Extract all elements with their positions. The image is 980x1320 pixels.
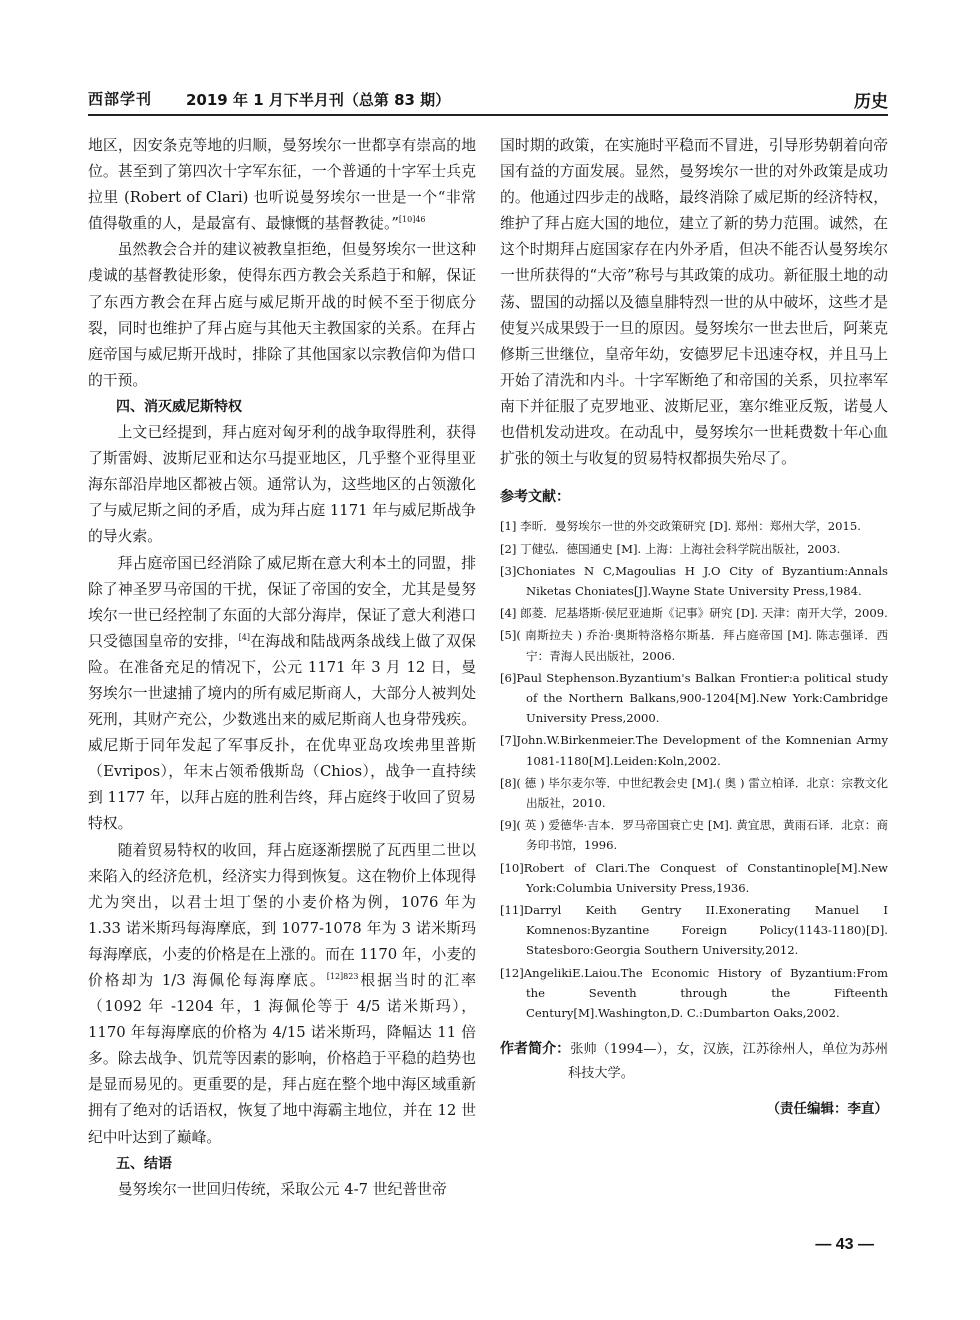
- author-bio-label: 作者简介：: [500, 1041, 571, 1058]
- header-rule: [88, 114, 888, 116]
- author-bio-text: 张帅（1994—），女，汉族，江苏徐州人，单位为苏州科技大学。: [568, 1042, 889, 1082]
- left-column: [88, 133, 476, 1203]
- citation: [10]46: [398, 215, 426, 225]
- journal-name: 西部学刊: [88, 90, 153, 108]
- responsible-editor: （责任编辑：李直）: [766, 1101, 888, 1118]
- citation: [12]823: [326, 972, 359, 982]
- paragraph-text: 地区，因安条克等地的归顺，曼努埃尔一世都享有崇高的地位。甚至到了第四次十字军东征，一个普通的十字军士兵克拉里 (Robert of Clari) 也听说曼努埃尔一世是一个“非常值得敬重的人，是最富有、最慷慨的基督教徒。”: [88, 137, 476, 233]
- citation: [4]: [238, 632, 250, 642]
- paragraph: 虽然教会合并的建议被教皇拒绝，但曼努埃尔一世这种虔诚的基督教徒形象，使得东西方教会关系趋于和解，保证了东西方教会在拜占庭与威尼斯开战的时候不至于彻底分裂，同时也维护了拜占庭与其他天主教国家的关系。在拜占庭帝国与威尼斯开战时，排除了其他国家以宗教信仰为借口的干预。: [88, 241, 476, 389]
- paragraph: 上文已经提到，拜占庭对匈牙利的战争取得胜利，获得了斯雷姆、波斯尼亚和达尔马提亚地区，几乎整个亚得里亚海东部沿岸地区都被占领。通常认为，这些地区的占领激化了与威尼斯之间的矛盾，成为拜占庭 1171 年与威尼斯战争的导火索。: [88, 424, 476, 546]
- paragraph-text: 在海战和陆战两条战线上做了双保险。在准备充足的情况下，公元 1171 年 3 月 12 日，曼努埃尔一世逮捕了境内的所有威尼斯商人，大部分人被判处死刑，其财产充公，少数逃出来的威尼斯商人也身带残疾。威尼斯于同年发起了军事反扑，在优卑亚岛攻埃弗里普斯（Evripos），年末占领希俄斯岛（Chios），战争一直持续到 1177 年，以拜占庭的胜利告终，拜占庭终于收回了贸易特权。: [88, 632, 476, 833]
- page-header: [88, 86, 888, 112]
- section-heading: 五、结语: [116, 1155, 172, 1172]
- reference-item: [3]Choniates N C,Magoulias H J.O City of Byzantium:Annals Niketas Choniates[J].Wayne State University Press,1984.: [500, 563, 888, 598]
- paragraph-text: 根据当时的汇率（1092 年 -1204 年，1 海佩伦等于 4/5 诺米斯玛），1170 年每海摩底的价格为 4/15 诺米斯玛，降幅达 11 倍多。除去战争、饥荒等因素的影响，价格趋于平稳的趋势也是显而易见的。更重要的是，拜占庭在整个地中海区域重新拥有了绝对的话语权，恢复了地中海霸主地位，并在 12 世纪中叶达到了巅峰。: [88, 972, 476, 1146]
- paragraph: [88, 838, 476, 1151]
- paragraph: 曼努埃尔一世回归传统，采取公元 4-7 世纪普世帝: [117, 1180, 447, 1198]
- author-bio: [500, 1037, 888, 1086]
- reference-item: [12]AngelikiE.Laiou.The Economic History of Byzantium:From the Seventh through the Fifteenth Century[M].Washington,D. C.:Dumbarton Oaks,2002.: [500, 965, 888, 1020]
- reference-item: [7]John.W.Birkenmeier.The Development of the Komnenian Army 1081-1180[M].Leiden:Koln,2002.: [500, 733, 888, 768]
- paragraph: 国时期的政策，在实施时平稳而不冒进，引导形势朝着向帝国有益的方面发展。显然，曼努埃尔一世的对外政策是成功的。他通过四步走的战略，最终消除了威尼斯的经济特权，维护了拜占庭大国的地位，建立了新的势力范围。诚然，在这个时期拜占庭国家存在内外矛盾，但决不能否认曼努埃尔一世所获得的“大帝”称号与其政策的成功。新征服土地的动荡、盟国的动摇以及德皇腓特烈一世的从中破坏，这些才是使复兴成果毁于一旦的原因。曼努埃尔一世去世后，阿莱克修斯三世继位，皇帝年幼，安德罗尼卡迅速夺权，并且马上开始了清洗和内斗。十字军断绝了和帝国的关系，贝拉率军南下并征服了克罗地亚、波斯尼亚，塞尔维亚反叛，诺曼人也借机发动进攻。在动乱中，曼努埃尔一世耗费数十年心血扩张的领土与收复的贸易特权都损失殆尽了。: [500, 137, 888, 468]
- issue-info: 2019 年 1 月下半月刊（总第 83 期）: [186, 91, 451, 109]
- section-heading: 四、消灭威尼斯特权: [116, 398, 242, 415]
- right-column: [500, 133, 888, 1122]
- reference-item: [11]Darryl Keith Gentry II.Exonerating Manuel I Komnenos:Byzantine Foreign Policy(1143-1180)[D]. Statesboro:Georgia Southern University,2012.: [500, 902, 888, 958]
- reference-item: [9]( 英 ) 爱德华·吉本．罗马帝国衰亡史 [M]. 黄宜思，黄雨石译．北京：商务印书馆，1996.: [500, 818, 888, 853]
- reference-list: [500, 516, 888, 1023]
- references-title: 参考文献：: [500, 489, 570, 506]
- reference-item: [1] 李昕．曼努埃尔一世的外交政策研究 [D]. 郑州：郑州大学，2015.: [500, 519, 861, 534]
- reference-item: [4] 郎菱．尼基塔斯·侯尼亚迪斯《记事》研究 [D]. 天津：南开大学，2009.: [500, 606, 888, 621]
- reference-item: [8]( 德 ) 毕尔麦尔等．中世纪教会史 [M].( 奥 ) 雷立柏译．北京：宗教文化出版社，2010.: [500, 775, 888, 810]
- reference-item: [6]Paul Stephenson.Byzantium's Balkan Frontier:a political study of the Northern Balkans,900-1204[M].New York:Cambridge University Press,2000.: [500, 670, 888, 726]
- page-number: — 43 —: [815, 1236, 874, 1253]
- paragraph: [88, 133, 476, 237]
- paragraph-text: 拜占庭帝国已经消除了威尼斯在意大利本土的同盟，排除了神圣罗马帝国的干扰，保证了帝国的安全，尤其是曼努埃尔一世已经控制了东面的大部分海岸，保证了意大利港口只受德国皇帝的安排，: [88, 554, 476, 650]
- paragraph: [88, 551, 476, 838]
- reference-item: [5]( 南斯拉夫 ) 乔治·奥斯特洛格尔斯基．拜占庭帝国 [M]. 陈志强译．西宁：青海人民出版社，2006.: [500, 628, 888, 663]
- reference-item: [2] 丁健弘．德国通史 [M]. 上海：上海社会科学院出版社，2003.: [500, 541, 841, 556]
- reference-item: [10]Robert of Clari.The Conquest of Constantinople[M].New York:Columbia University Press,1936.: [500, 860, 888, 895]
- section-title: 历史: [854, 92, 888, 112]
- paragraph-text: 随着贸易特权的收回，拜占庭逐渐摆脱了瓦西里二世以来陷入的经济危机，经济实力得到恢复。这在物价上体现得尤为突出，以君士坦丁堡的小麦价格为例，1076 年为 1.33 诺米斯玛每海摩底，到 1077-1078 年为 3 诺米斯玛每海摩底，小麦的价格是在上涨的。而在 1170 年，小麦的价格却为 1/3 海佩伦每海摩底。: [88, 841, 476, 989]
